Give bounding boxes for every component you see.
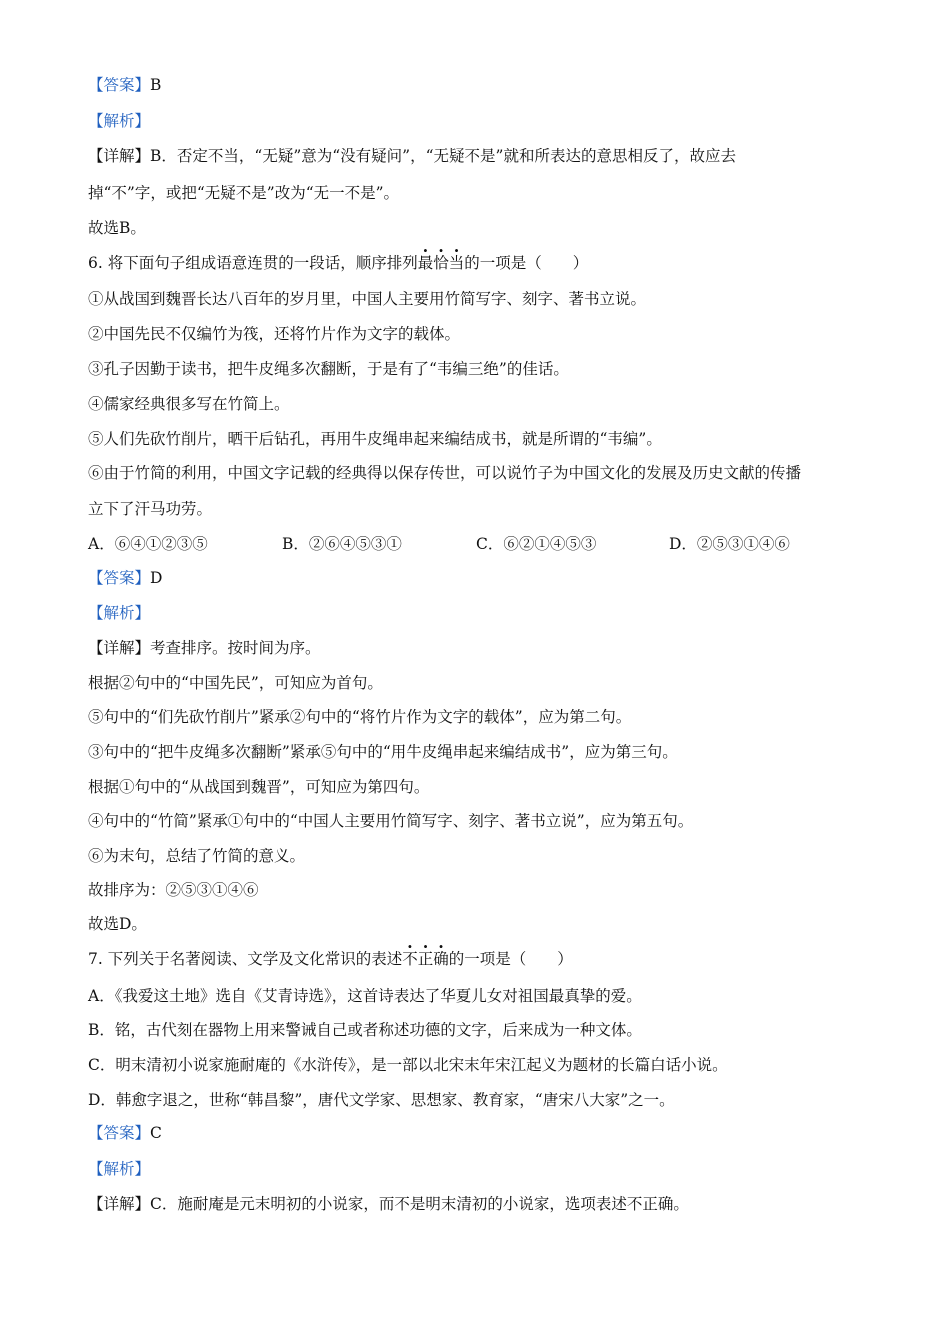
detail-label: 【详解】 (88, 639, 151, 657)
emphasis-char: 当 (448, 254, 465, 272)
q7-answer-line (88, 1122, 890, 1144)
q6-sentence-6-cont: 立下了汗马功劳。 (88, 500, 213, 518)
q6-option-b: B．②⑥④⑤③① (282, 535, 402, 553)
q7-option-d: D．韩愈字退之，世称“韩昌黎”，唐代文学家、思想家、教育家，“唐宋八大家”之一。 (88, 1091, 675, 1109)
q6-analysis-label: 【解析】 (88, 604, 151, 622)
answer-label: 【答案】 (88, 569, 151, 587)
q6-sentence-1: ①从战国到魏晋长达八百年的岁月里，中国人主要用竹简写字、刻字、著书立说。 (88, 290, 647, 308)
q6-stem: 6. 将下面句子组成语意连贯的一段话，顺序排列最恰当的一项是（ ） (88, 254, 589, 272)
q6-detail-first: 【详解】考查排序。按时间为序。 (88, 639, 321, 657)
q6-detail-line: 故排序为：②⑤③①④⑥ (88, 881, 259, 899)
q7-detail: 【详解】C．施耐庵是元末明初的小说家，而不是明末清初的小说家，选项表述不正确。 (88, 1195, 689, 1213)
emphasis-char: 最 (417, 254, 434, 272)
q6-option-d: D．②⑤③①④⑥ (669, 535, 790, 553)
q5-answer-line (88, 74, 890, 96)
answer-value: D (150, 569, 163, 587)
q7-option-a: A．《我爱这土地》选自《艾青诗选》，这首诗表达了华夏儿女对祖国最真挚的爱。 (88, 987, 642, 1005)
answer-label: 【答案】 (88, 1124, 151, 1142)
q5-conclusion: 故选B。 (88, 219, 146, 237)
q6-detail-line: 根据①句中的“从战国到魏晋”，可知应为第四句。 (88, 778, 430, 796)
q6-detail-line: ⑤句中的“们先砍竹削片”紧承②句中的“将竹片作为文字的载体”，应为第二句。 (88, 708, 632, 726)
answer-label: 【答案】 (88, 76, 151, 94)
q6-sentence-3: ③孔子因勤于读书，把牛皮绳多次翻断，于是有了“韦编三绝”的佳话。 (88, 360, 569, 378)
q7-option-b: B．铭，古代刻在器物上用来警诫自己或者称述功德的文字，后来成为一种文体。 (88, 1021, 642, 1039)
q6-conclusion: 故选D。 (88, 915, 147, 933)
q7-analysis-label: 【解析】 (88, 1160, 151, 1178)
emphasis-char: 确 (433, 950, 449, 968)
q6-sentence-6: ⑥由于竹简的利用，中国文字记载的经典得以保存传世，可以说竹子为中国文化的发展及历史文献的传播 (88, 464, 802, 482)
q6-option-c: C．⑥②①④⑤③ (476, 535, 597, 553)
q5-detail-line1: 【详解】B．否定不当，“无疑”意为“没有疑问”，“无疑不是”就和所表达的意思相反了，故应去 (88, 147, 736, 165)
q6-detail-line: ④句中的“竹简”紧承①句中的“中国人主要用竹简写字、刻字、著书立说”，应为第五句。 (88, 812, 694, 830)
q6-sentence-2: ②中国先民不仅编竹为筏，还将竹片作为文字的载体。 (88, 325, 461, 343)
q7-stem: 7. 下列关于名著阅读、文学及文化常识的表述不正确的一项是（ ） (88, 950, 573, 968)
emphasis-char: 不 (402, 950, 418, 968)
q6-detail-line: ③句中的“把牛皮绳多次翻断”紧承⑤句中的“用牛皮绳串起来编结成书”，应为第三句。 (88, 743, 678, 761)
q5-detail-line2: 掉“不”字，或把“无疑不是”改为“无一不是”。 (88, 184, 400, 202)
q6-sentence-5: ⑤人们先砍竹削片，晒干后钻孔，再用牛皮绳串起来编结成书，就是所谓的“韦编”。 (88, 430, 662, 448)
q6-answer-line (88, 567, 890, 589)
answer-value: C (150, 1124, 162, 1142)
q6-option-a: A．⑥④①②③⑤ (88, 535, 208, 553)
emphasis-char: 恰 (433, 254, 449, 272)
answer-value: B (150, 76, 162, 94)
q7-option-c: C．明末清初小说家施耐庵的《水浒传》，是一部以北宋末年宋江起义为题材的长篇白话小说。 (88, 1056, 728, 1074)
q5-analysis-label: 【解析】 (88, 112, 151, 130)
detail-label: 【详解】 (88, 147, 151, 165)
q6-sentence-4: ④儒家经典很多写在竹简上。 (88, 395, 290, 413)
emphasis-char: 正 (417, 950, 434, 968)
detail-label: 【详解】 (88, 1195, 151, 1213)
q6-detail-line: ⑥为末句，总结了竹简的意义。 (88, 847, 306, 865)
q6-detail-line: 根据②句中的“中国先民”，可知应为首句。 (88, 674, 383, 692)
